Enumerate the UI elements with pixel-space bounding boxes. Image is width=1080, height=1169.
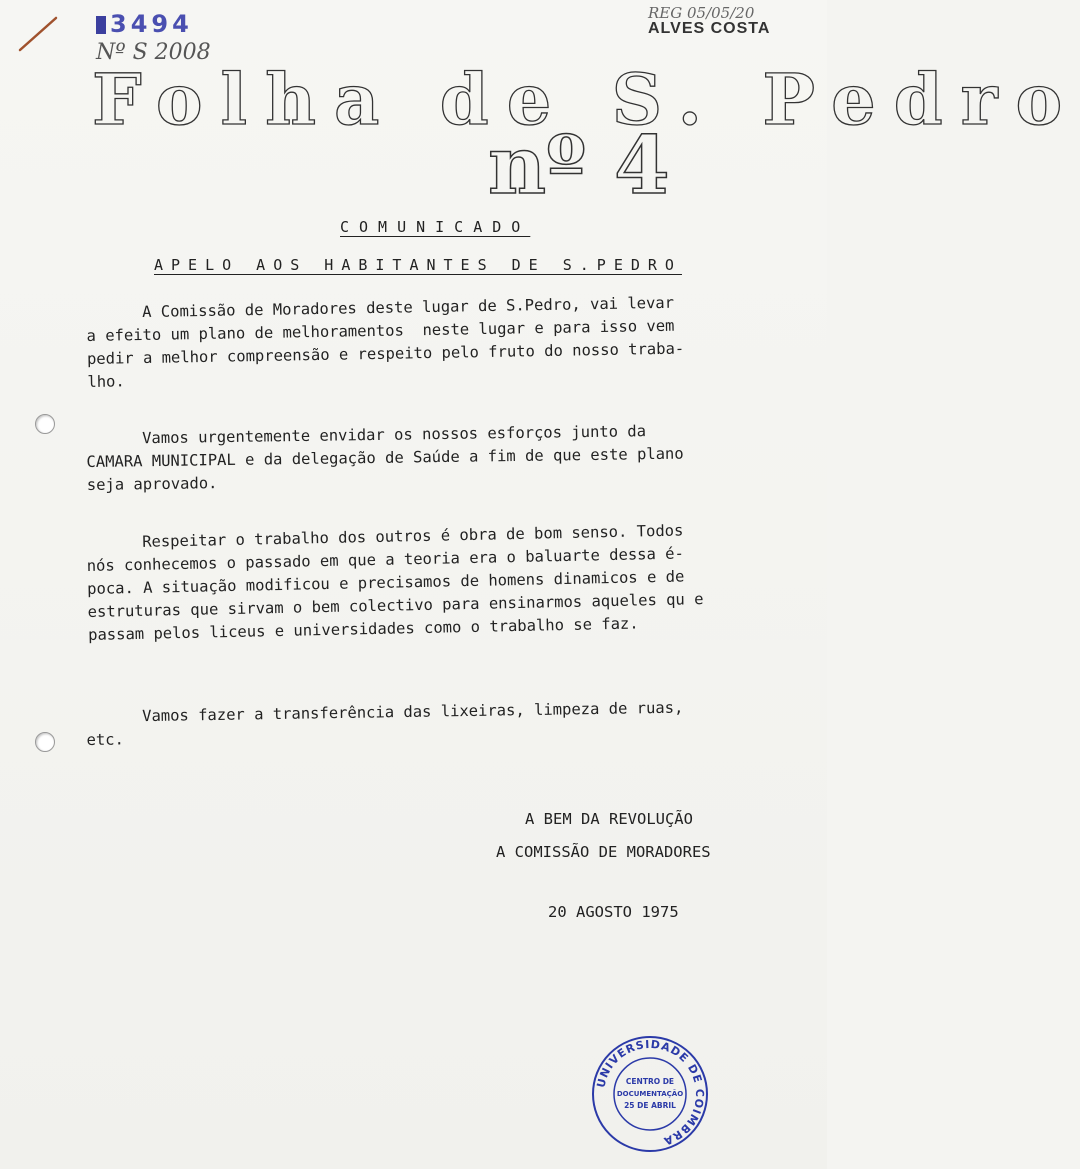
heading-apelo: APELO AOS HABITANTES DE S.PEDRO (154, 256, 682, 274)
paragraph-line: lho. (87, 372, 125, 391)
archive-number: 3494 (96, 10, 193, 38)
stamp-ring-text: UNIVERSIDADE DE COIMBRA (594, 1037, 707, 1148)
punch-hole (35, 414, 55, 434)
issue-number: nº 4 (488, 118, 670, 212)
paragraph-line: estruturas que sirvam o bem colectivo para ensinarmos aqueles qu e (87, 590, 704, 621)
paragraph-2 (86, 419, 767, 497)
paragraph-line: Respeitar o trabalho dos outros é obra de bom senso. Todos (86, 521, 684, 552)
stamp-line-1: CENTRO DE (625, 1077, 675, 1086)
paragraph-line: seja aprovado. (86, 474, 218, 494)
paragraph-line: nós conhecemos o passado em que a teoria era o baluarte dessa é- (86, 544, 685, 575)
paragraph-line: A Comissão de Moradores deste lugar de S.Pedro, vai levar (86, 293, 675, 322)
archive-stamp (590, 1034, 710, 1154)
heading-comunicado: COMUNICADO (340, 218, 531, 236)
paragraph-1 (86, 290, 768, 394)
paragraph-line: a efeito um plano de melhoramentos neste lugar e para isso vem (86, 316, 675, 345)
reference-number: Nº S 2008 (96, 40, 211, 65)
paragraph-line: Vamos fazer a transferência das lixeiras, limpeza de ruas, (86, 698, 684, 726)
punch-hole (35, 732, 55, 752)
stamp-line-2: DOCUMENTAÇÃO (616, 1090, 684, 1098)
signature-line-1: A BEM DA REVOLUÇÃO (525, 810, 693, 828)
paragraph-4 (86, 695, 767, 752)
paragraph-line: CAMARA MUNICIPAL e da delegação de Saúde a fim de que este plano (86, 444, 684, 471)
paragraph-line: pedir a melhor compreensão e respeito pelo fruto do nosso traba- (86, 339, 685, 368)
paragraph-line: etc. (86, 730, 124, 749)
pencil-mark-icon (16, 14, 60, 54)
document-date: 20 AGOSTO 1975 (548, 903, 679, 921)
paragraph-3 (86, 518, 768, 647)
masthead-title: Folha de S. Pedro (92, 58, 1080, 141)
reference-code: REG 05/05/20 (648, 4, 755, 22)
paragraph-line: poca. A situação modificou e precisamos de homens dinamicos e de (87, 567, 685, 598)
author-name: ALVES COSTA (648, 20, 771, 37)
paragraph-line: passam pelos liceus e universidades como o trabalho se faz. (87, 614, 639, 644)
stamp-line-3: 25 DE ABRIL (624, 1101, 676, 1110)
paragraph-line: Vamos urgentemente envidar os nossos esforços junto da (86, 422, 647, 448)
signature-line-2: A COMISSÃO DE MORADORES (496, 843, 711, 861)
